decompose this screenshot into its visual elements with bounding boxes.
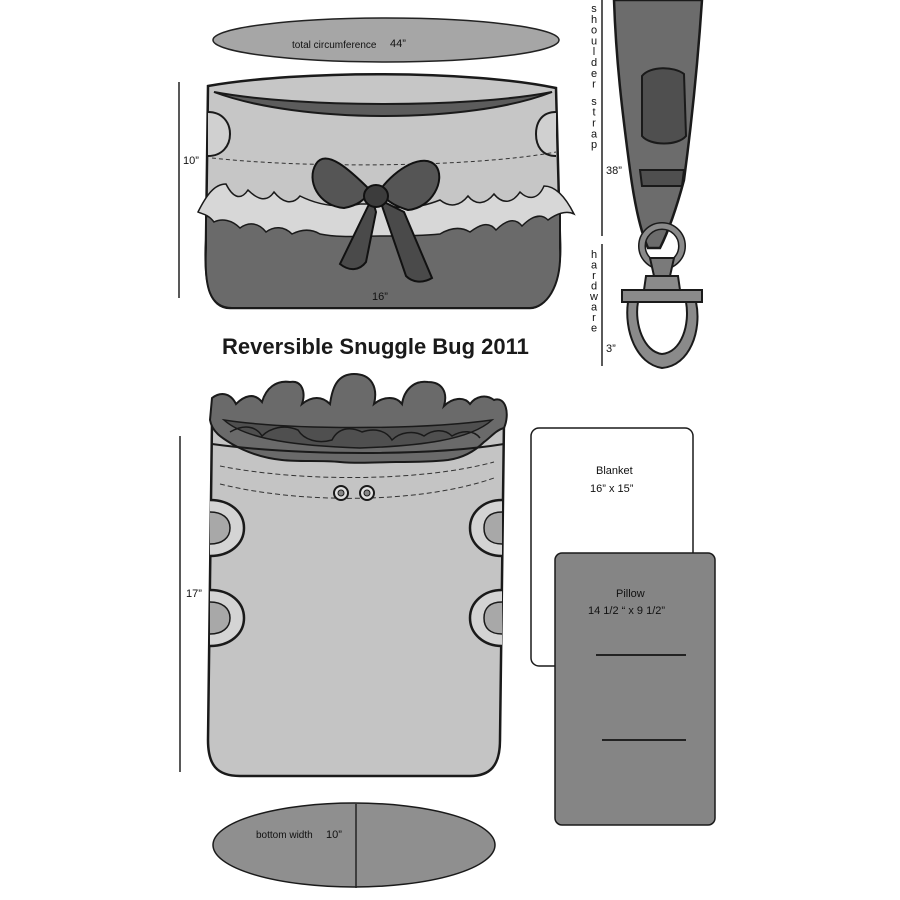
page-title: Reversible Snuggle Bug 2011 <box>222 334 529 359</box>
top-piece <box>179 74 574 308</box>
circumference-oval <box>213 18 559 62</box>
strap-vertical-label: s h o u l d e r s t r a p <box>590 3 598 152</box>
bottom-oval <box>213 803 495 888</box>
hardware-clasp <box>622 290 702 368</box>
main-bag <box>180 374 507 776</box>
top-piece-height-label: 10” <box>183 155 199 167</box>
blanket-size: 16” x 15” <box>590 483 634 495</box>
pillow-size: 14 1/2 “ x 9 1/2” <box>588 605 666 617</box>
top-piece-width-label: 16” <box>372 291 388 303</box>
circumference-label: total circumference <box>292 40 377 51</box>
bottom-width-value: 10” <box>326 829 342 841</box>
blanket-name: Blanket <box>596 465 633 477</box>
strap-length-label: 38” <box>606 165 622 177</box>
main-bag-height-label: 17” <box>186 588 202 600</box>
hardware-vertical-label: h a r d w a r e <box>590 249 598 335</box>
bottom-width-label: bottom width <box>256 830 313 841</box>
pillow-name: Pillow <box>616 588 645 600</box>
pillow-piece <box>555 553 715 825</box>
hardware-dimension <box>589 244 616 366</box>
hardware-length-label: 3” <box>606 343 616 355</box>
circumference-value: 44” <box>390 38 406 50</box>
shoulder-strap <box>614 0 702 290</box>
